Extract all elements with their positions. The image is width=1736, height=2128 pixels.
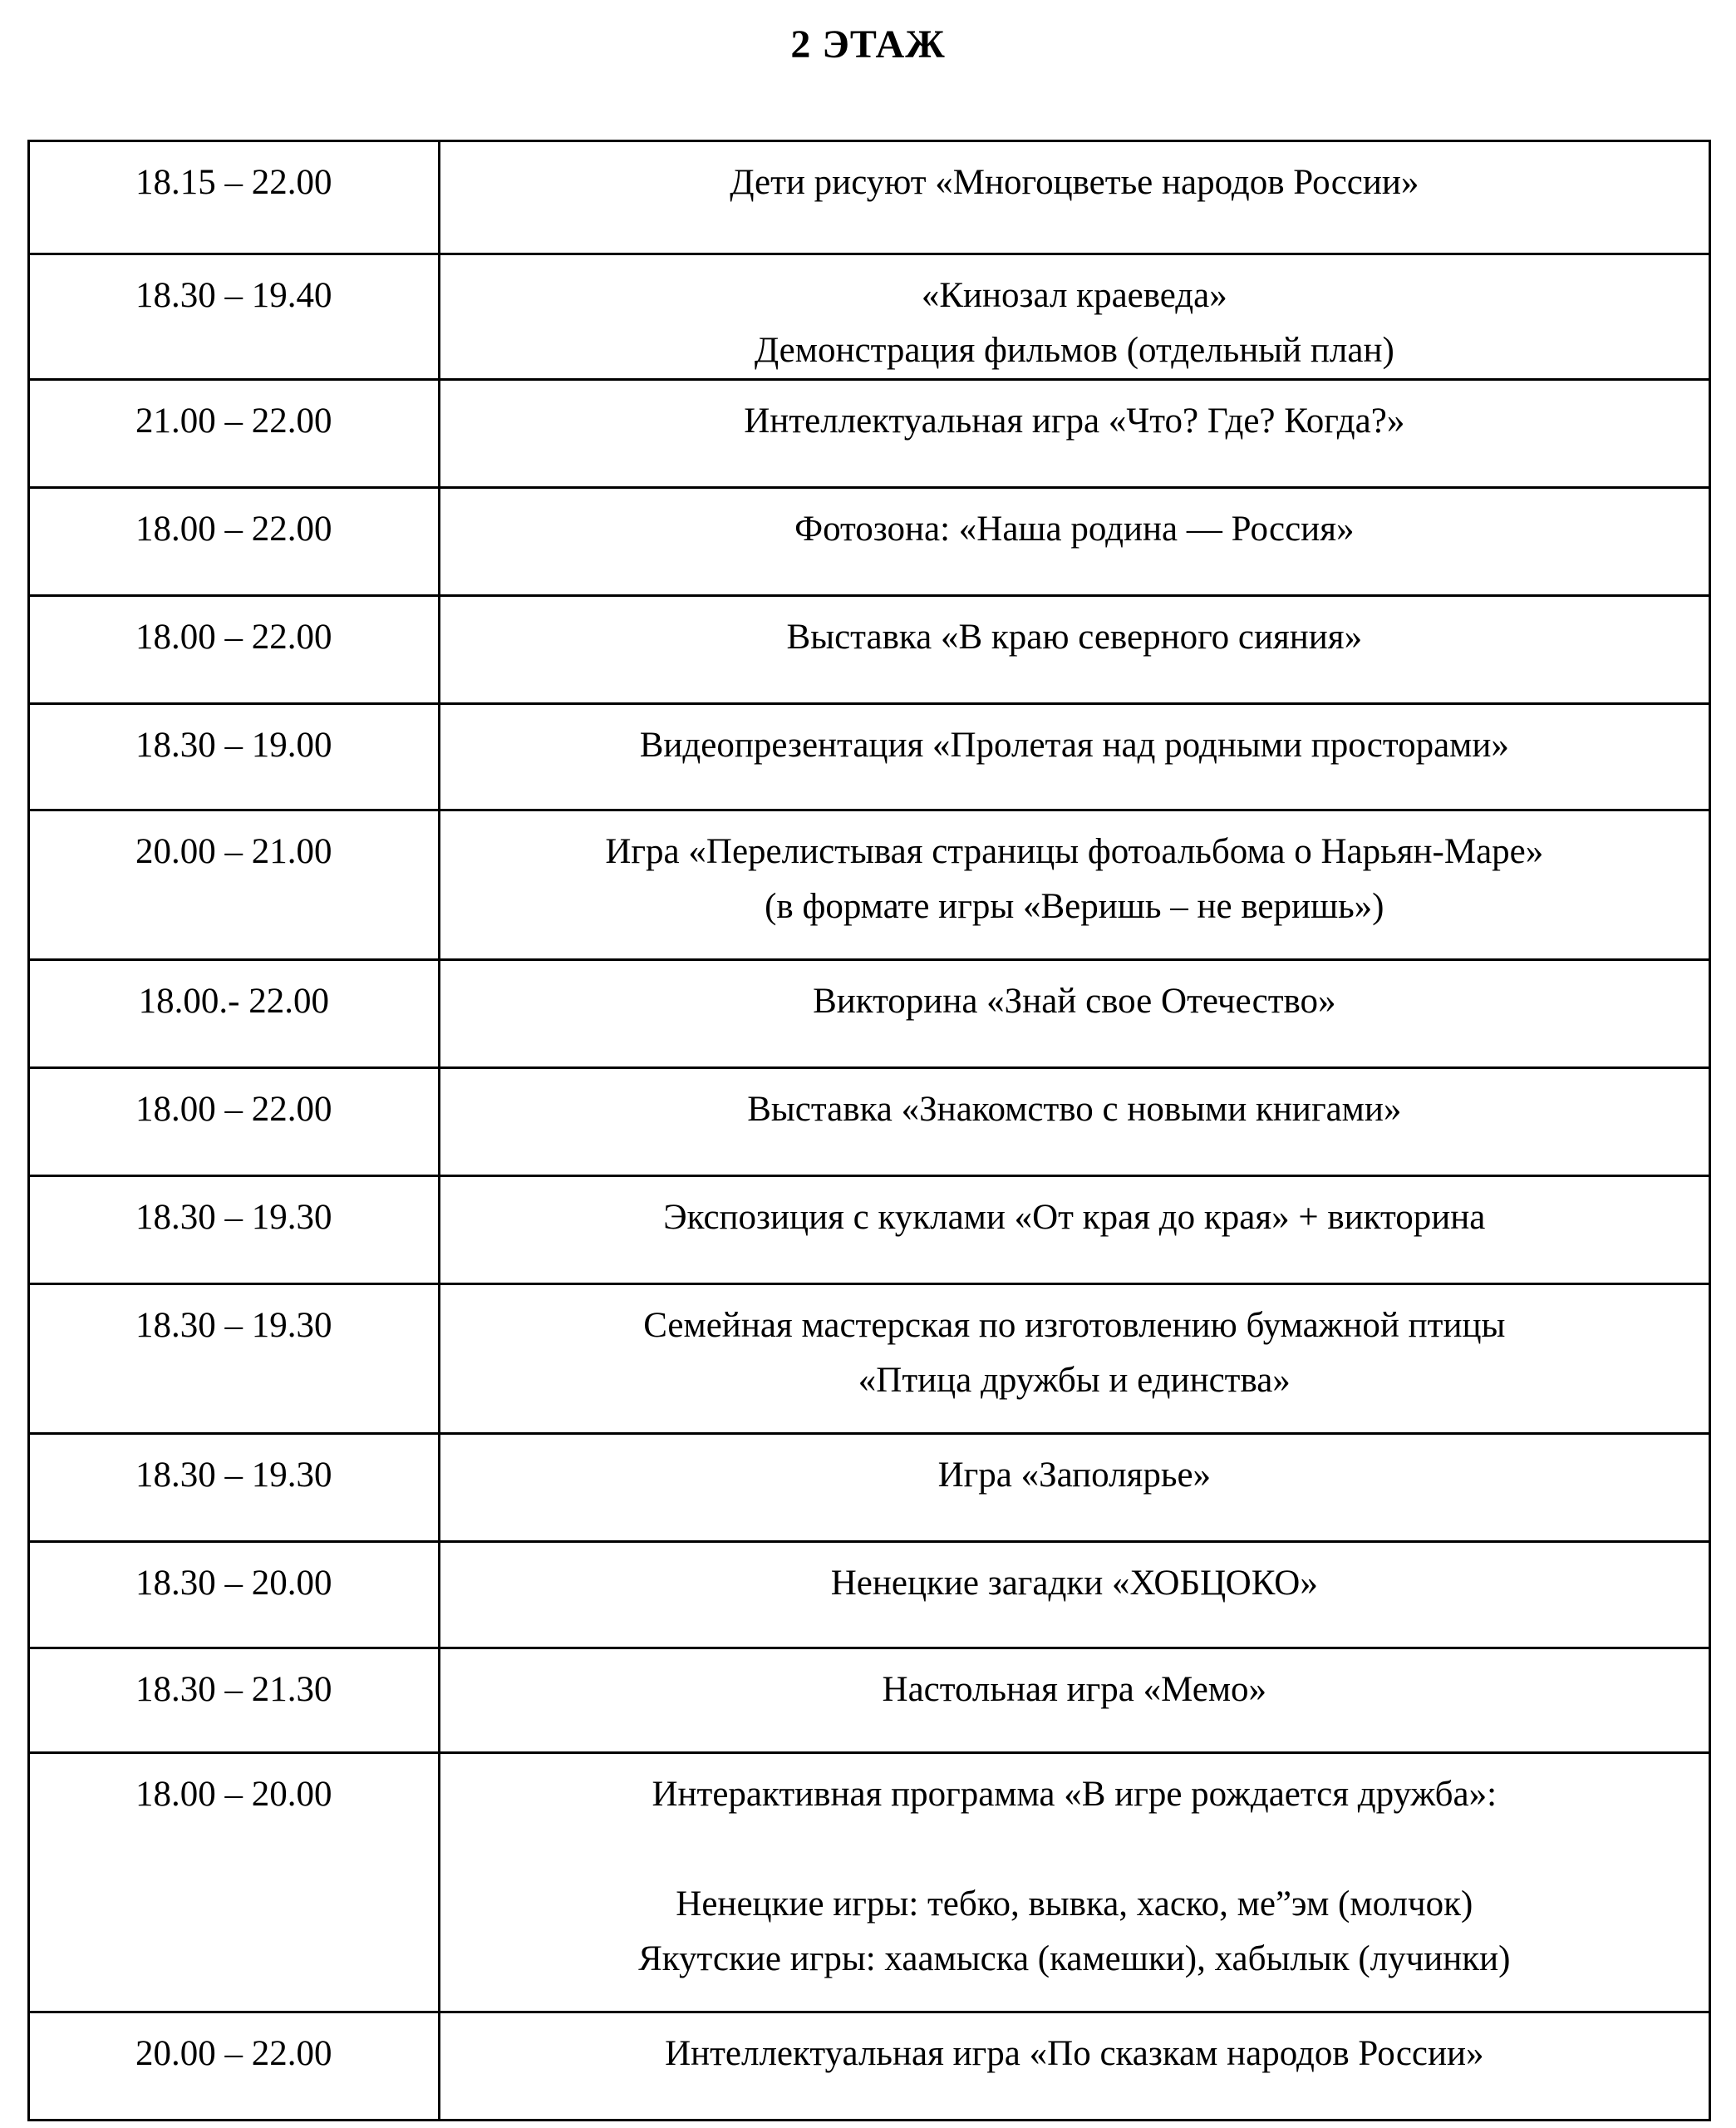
event-line: Интерактивная программа «В игре рождается дружба»: <box>652 1775 1497 1814</box>
event-cell <box>439 810 1709 960</box>
event-cell <box>439 2012 1709 2121</box>
event-cell <box>439 1434 1709 1542</box>
time-cell: 18.30 – 19.30 <box>29 1176 440 1284</box>
event-cell <box>439 1753 1709 2012</box>
table-row <box>29 380 1710 488</box>
time-cell: 18.30 – 19.30 <box>29 1284 440 1434</box>
event-line: Ненецкие игры: тебко, вывка, хаско, ме”эм (молчок) <box>676 1884 1473 1924</box>
schedule-table <box>27 140 1711 2121</box>
event-cell <box>439 1542 1709 1648</box>
time-cell: 18.00.- 22.00 <box>29 960 440 1068</box>
table-row <box>29 1753 1710 2012</box>
event-line: Видеопрезентация «Пролетая над родными просторами» <box>639 726 1509 765</box>
event-cell <box>439 488 1709 596</box>
event-line: Интеллектуальная игра «По сказкам народов России» <box>665 2034 1484 2073</box>
event-line: Демонстрация фильмов (отдельный план) <box>754 331 1394 370</box>
event-cell <box>439 141 1709 254</box>
event-cell <box>439 1068 1709 1176</box>
event-cell <box>439 254 1709 380</box>
table-row <box>29 488 1710 596</box>
event-cell <box>439 1648 1709 1753</box>
event-line: Выставка «Знакомство с новыми книгами» <box>747 1090 1402 1129</box>
time-cell: 21.00 – 22.00 <box>29 380 440 488</box>
event-line: «Кинозал краеведа» <box>921 276 1227 315</box>
time-cell: 18.00 – 22.00 <box>29 596 440 704</box>
event-line: Фотозона: «Наша родина — Россия» <box>794 510 1355 549</box>
table-row <box>29 1176 1710 1284</box>
event-line: Выставка «В краю северного сияния» <box>786 618 1363 657</box>
event-line: «Птица дружбы и единства» <box>858 1361 1291 1400</box>
table-row <box>29 960 1710 1068</box>
event-line: Дети рисуют «Многоцветье народов России» <box>730 163 1419 202</box>
table-row <box>29 254 1710 380</box>
table-row <box>29 1542 1710 1648</box>
event-line: Экспозиция с куклами «От края до края» + викторина <box>663 1198 1486 1237</box>
time-cell: 18.00 – 22.00 <box>29 1068 440 1176</box>
table-row <box>29 1648 1710 1753</box>
table-row <box>29 1284 1710 1434</box>
event-line: Ненецкие загадки «ХОБЦОКО» <box>830 1564 1318 1603</box>
time-cell: 20.00 – 21.00 <box>29 810 440 960</box>
table-row <box>29 141 1710 254</box>
event-line: Викторина «Знай свое Отечество» <box>813 982 1336 1021</box>
event-cell <box>439 380 1709 488</box>
event-line: (в формате игры «Веришь – не веришь») <box>765 887 1384 926</box>
table-row <box>29 596 1710 704</box>
event-line: Игра «Перелистывая страницы фотоальбома о Нарьян-Маре» <box>605 832 1544 871</box>
page-title: 2 ЭТАЖ <box>790 22 946 66</box>
time-cell: 20.00 – 22.00 <box>29 2012 440 2121</box>
schedule-table-container <box>27 140 1711 2121</box>
table-row <box>29 704 1710 810</box>
time-cell: 18.15 – 22.00 <box>29 141 440 254</box>
time-cell: 18.30 – 21.30 <box>29 1648 440 1753</box>
event-line: Игра «Заполярье» <box>937 1456 1212 1495</box>
time-cell: 18.30 – 19.00 <box>29 704 440 810</box>
time-cell: 18.30 – 19.30 <box>29 1434 440 1542</box>
event-line: Семейная мастерская по изготовлению бумажной птицы <box>643 1306 1506 1345</box>
event-line: Настольная игра «Мемо» <box>882 1670 1267 1709</box>
event-line-blank <box>450 1822 1699 1877</box>
event-cell <box>439 1284 1709 1434</box>
event-line: Якутские игры: хаамыска (камешки), хабылык (лучинки) <box>638 1939 1511 1978</box>
event-cell <box>439 704 1709 810</box>
table-row <box>29 810 1710 960</box>
table-row <box>29 2012 1710 2121</box>
event-cell <box>439 596 1709 704</box>
event-cell <box>439 960 1709 1068</box>
time-cell: 18.30 – 19.40 <box>29 254 440 380</box>
time-cell: 18.00 – 22.00 <box>29 488 440 596</box>
event-cell <box>439 1176 1709 1284</box>
event-line: Интеллектуальная игра «Что? Где? Когда?» <box>744 401 1405 441</box>
time-cell: 18.00 – 20.00 <box>29 1753 440 2012</box>
time-cell: 18.30 – 20.00 <box>29 1542 440 1648</box>
table-row <box>29 1434 1710 1542</box>
table-row <box>29 1068 1710 1176</box>
